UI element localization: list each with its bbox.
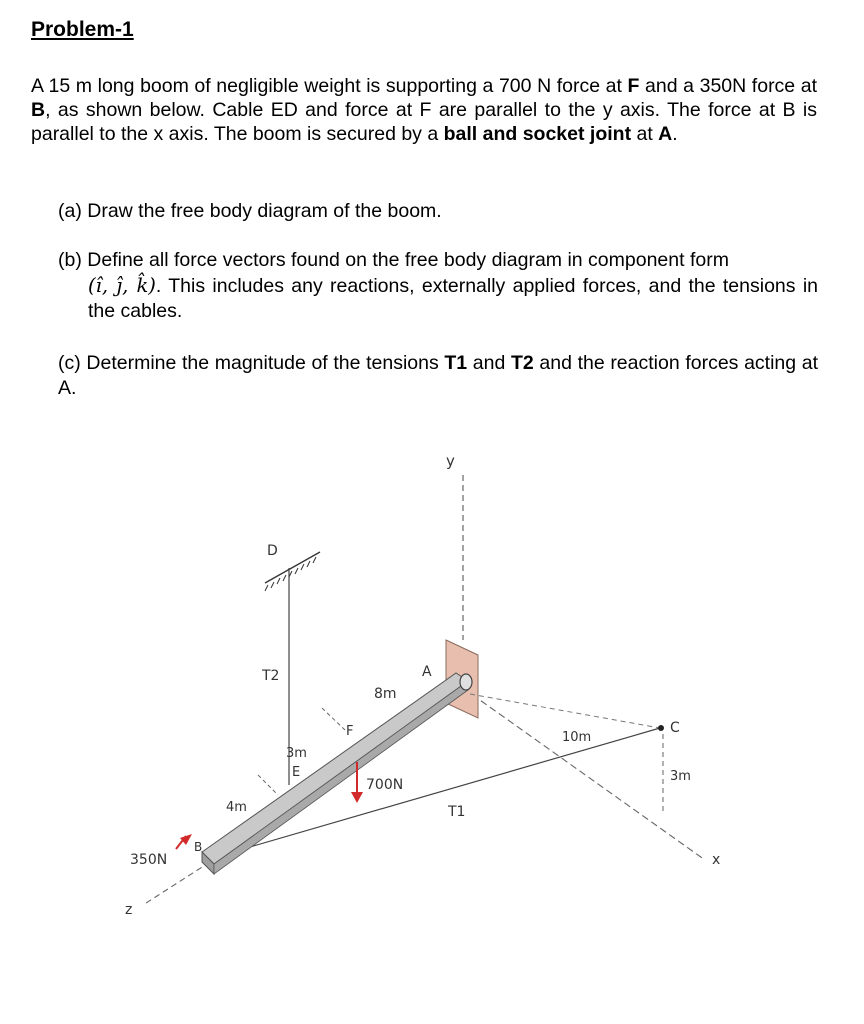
x-axis-label: x bbox=[712, 852, 721, 868]
label-d: D bbox=[267, 543, 278, 559]
z-axis-line bbox=[143, 862, 210, 905]
boom-side bbox=[214, 681, 468, 874]
dim-8m: 8m bbox=[374, 686, 397, 702]
e-tick bbox=[258, 775, 278, 795]
label-t2: T2 bbox=[262, 668, 280, 684]
label-b: B bbox=[194, 840, 203, 854]
support-d-hatch bbox=[265, 557, 316, 591]
part-a-text: Draw the free body diagram of the boom. bbox=[87, 200, 442, 222]
part-a bbox=[58, 199, 818, 224]
force-700n-arrow-head bbox=[351, 792, 363, 803]
label-e: E bbox=[292, 765, 301, 780]
part-b-label: (b) bbox=[58, 249, 82, 271]
part-b: (b) Define all force vectors found on the free body diagram in component form (î, ĵ, k̂). This includes any reactions, externally applied forces, and the tensions in the cables. bbox=[58, 249, 818, 322]
boom-diagram bbox=[0, 440, 864, 1000]
label-t1: T1 bbox=[448, 804, 466, 820]
dim-3m-left: 3m bbox=[286, 746, 307, 761]
ball-socket-a bbox=[460, 674, 472, 690]
dim-3m-right: 3m bbox=[670, 769, 691, 784]
part-c-label: (c) bbox=[58, 352, 81, 374]
part-b-text: Define all force vectors found on the free body diagram in component form bbox=[87, 249, 729, 271]
label-350n: 350N bbox=[130, 852, 168, 868]
label-f: F bbox=[346, 724, 354, 739]
force-350n-arrow-head bbox=[180, 834, 192, 845]
y-axis-label: y bbox=[446, 452, 455, 470]
z-axis-label: z bbox=[125, 902, 133, 918]
x-axis-line bbox=[463, 688, 705, 860]
problem-title: Problem-1 bbox=[31, 18, 134, 41]
unit-vectors: (î, ĵ, k̂) bbox=[88, 274, 156, 297]
dim-10m: 10m bbox=[562, 730, 592, 745]
point-c bbox=[658, 725, 664, 731]
part-a-label: (a) bbox=[58, 200, 82, 222]
dim-4m: 4m bbox=[226, 800, 247, 815]
label-700n: 700N bbox=[366, 777, 404, 793]
label-c: C bbox=[670, 720, 680, 736]
part-c: (c) Determine the magnitude of the tensions T1 and T2 and the reaction forces acting at A. bbox=[58, 352, 819, 399]
f-tick bbox=[322, 708, 345, 730]
a-to-c-guide bbox=[470, 694, 660, 728]
boom-bar bbox=[202, 673, 468, 864]
cable-bc bbox=[212, 728, 660, 858]
label-a: A bbox=[422, 664, 432, 680]
problem-statement: A 15 m long boom of negligible weight is supporting a 700 N force at F and a 350N force at B, as shown below. Cable ED and force at F are parallel to the y axis. The force at B is parallel to the x axis. The boom is secured by a ball and socket joint at A. bbox=[31, 75, 818, 145]
